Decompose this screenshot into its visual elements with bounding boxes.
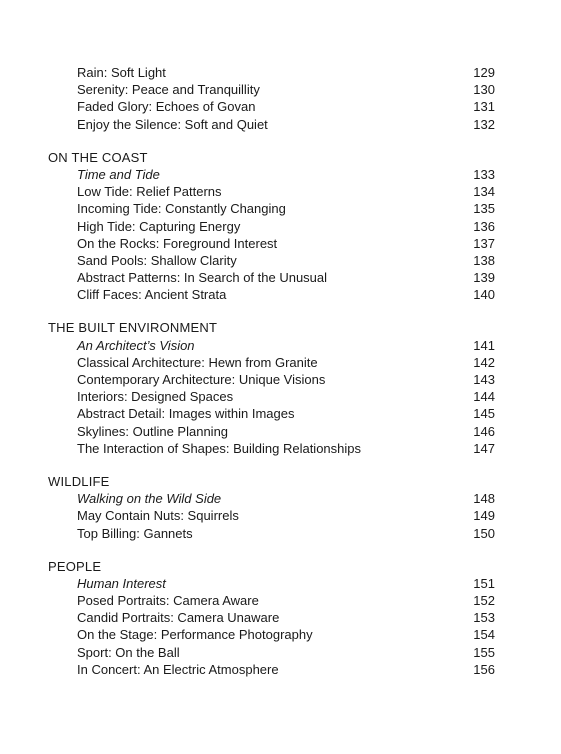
entry-title: Posed Portraits: Camera Aware bbox=[77, 593, 259, 609]
entry-title: Contemporary Architecture: Unique Visions bbox=[77, 372, 326, 387]
entry-page-number: 133 bbox=[473, 166, 495, 182]
entry-page-number: 148 bbox=[473, 491, 495, 507]
section-heading: PEOPLE bbox=[48, 558, 102, 574]
entry-title: Serenity: Peace and Tranquillity bbox=[77, 82, 260, 98]
entry-page-number: 147 bbox=[473, 440, 495, 456]
section-heading: WILDLIFE bbox=[48, 473, 110, 489]
entry-page-number: 140 bbox=[473, 287, 495, 303]
entry-title: Sport: On the Ball bbox=[77, 644, 180, 660]
entry-title: Low Tide: Relief Patterns bbox=[77, 184, 222, 200]
toc-entry bbox=[0, 183, 561, 200]
toc-entry bbox=[0, 371, 561, 388]
entry-title: Incoming Tide: Constantly Changing bbox=[77, 201, 286, 217]
entry-page-number: 131 bbox=[473, 99, 495, 115]
entry-page-number: 135 bbox=[473, 201, 495, 217]
entry-page-number: 156 bbox=[473, 661, 495, 677]
toc-entry bbox=[0, 405, 561, 422]
entry-title: An Architect’s Vision bbox=[77, 337, 195, 353]
toc-entry bbox=[0, 354, 561, 371]
toc-entry bbox=[0, 286, 561, 303]
entry-page-number: 141 bbox=[473, 337, 495, 353]
entry-page-number: 151 bbox=[473, 575, 495, 591]
entry-title: Candid Portraits: Camera Unaware bbox=[77, 610, 280, 626]
entry-title: Time and Tide bbox=[77, 166, 160, 182]
toc-section bbox=[0, 149, 561, 304]
entry-title: Rain: Soft Light bbox=[77, 65, 166, 80]
toc-entry bbox=[0, 64, 561, 81]
toc-entry bbox=[0, 644, 561, 661]
toc-entry bbox=[0, 575, 561, 592]
entry-title: Interiors: Designed Spaces bbox=[77, 389, 234, 405]
toc-entry bbox=[0, 626, 561, 643]
toc-entry bbox=[0, 490, 561, 507]
toc-section bbox=[0, 473, 561, 542]
entry-page-number: 144 bbox=[473, 389, 495, 405]
entry-title: Top Billing: Gannets bbox=[77, 525, 193, 541]
toc-entry bbox=[0, 235, 561, 252]
entry-page-number: 146 bbox=[473, 423, 495, 439]
entry-page-number: 138 bbox=[473, 252, 495, 268]
toc-entry bbox=[0, 440, 561, 457]
entry-page-number: 129 bbox=[473, 65, 495, 80]
entry-page-number: 130 bbox=[473, 82, 495, 98]
entry-page-number: 153 bbox=[473, 610, 495, 626]
entry-page-number: 152 bbox=[473, 593, 495, 609]
entry-title: In Concert: An Electric Atmosphere bbox=[77, 661, 279, 677]
toc-entry bbox=[0, 166, 561, 183]
entry-title: Human Interest bbox=[77, 575, 166, 591]
entry-page-number: 145 bbox=[473, 406, 495, 422]
entry-title: Sand Pools: Shallow Clarity bbox=[77, 252, 237, 268]
toc-entry bbox=[0, 507, 561, 524]
entry-title: High Tide: Capturing Energy bbox=[77, 218, 241, 234]
entry-title: Abstract Patterns: In Search of the Unusual bbox=[77, 270, 328, 286]
section-heading: THE BUILT ENVIRONMENT bbox=[48, 320, 218, 336]
entry-page-number: 139 bbox=[473, 270, 495, 286]
section-heading: ON THE COAST bbox=[48, 149, 148, 165]
entry-title: The Interaction of Shapes: Building Relationships bbox=[77, 440, 362, 456]
entry-page-number: 137 bbox=[473, 235, 495, 251]
entry-page-number: 143 bbox=[473, 372, 495, 387]
entry-page-number: 155 bbox=[473, 644, 495, 660]
toc-entry bbox=[0, 218, 561, 235]
toc-entry bbox=[0, 81, 561, 98]
entry-title: Skylines: Outline Planning bbox=[77, 423, 229, 439]
entry-page-number: 132 bbox=[473, 116, 495, 132]
toc-entry bbox=[0, 388, 561, 405]
entry-title: Classical Architecture: Hewn from Granite bbox=[77, 354, 318, 370]
toc-entry bbox=[0, 200, 561, 217]
toc-entry bbox=[0, 592, 561, 609]
entry-page-number: 142 bbox=[473, 354, 495, 370]
toc-entry bbox=[0, 116, 561, 133]
toc-entry bbox=[0, 609, 561, 626]
entry-title: Cliff Faces: Ancient Strata bbox=[77, 287, 227, 303]
toc-entry bbox=[0, 661, 561, 678]
entry-title: May Contain Nuts: Squirrels bbox=[77, 508, 239, 524]
entry-title: Faded Glory: Echoes of Govan bbox=[77, 99, 256, 115]
entry-page-number: 150 bbox=[473, 525, 495, 541]
entry-title: Walking on the Wild Side bbox=[77, 491, 222, 507]
entry-title: Abstract Detail: Images within Images bbox=[77, 406, 295, 422]
toc-section bbox=[0, 558, 561, 678]
entry-page-number: 149 bbox=[473, 508, 495, 524]
toc-section bbox=[0, 319, 561, 457]
entry-page-number: 154 bbox=[473, 627, 495, 643]
toc-entry bbox=[0, 525, 561, 542]
table-of-contents bbox=[0, 64, 561, 678]
entry-title: On the Stage: Performance Photography bbox=[77, 627, 313, 643]
toc-entry bbox=[0, 337, 561, 354]
toc-section bbox=[0, 64, 561, 133]
toc-entry bbox=[0, 269, 561, 286]
entry-page-number: 134 bbox=[473, 184, 495, 200]
toc-entry bbox=[0, 98, 561, 115]
entry-title: Enjoy the Silence: Soft and Quiet bbox=[77, 116, 268, 132]
entry-page-number: 136 bbox=[473, 218, 495, 234]
toc-entry bbox=[0, 252, 561, 269]
entry-title: On the Rocks: Foreground Interest bbox=[77, 235, 278, 251]
toc-entry bbox=[0, 423, 561, 440]
